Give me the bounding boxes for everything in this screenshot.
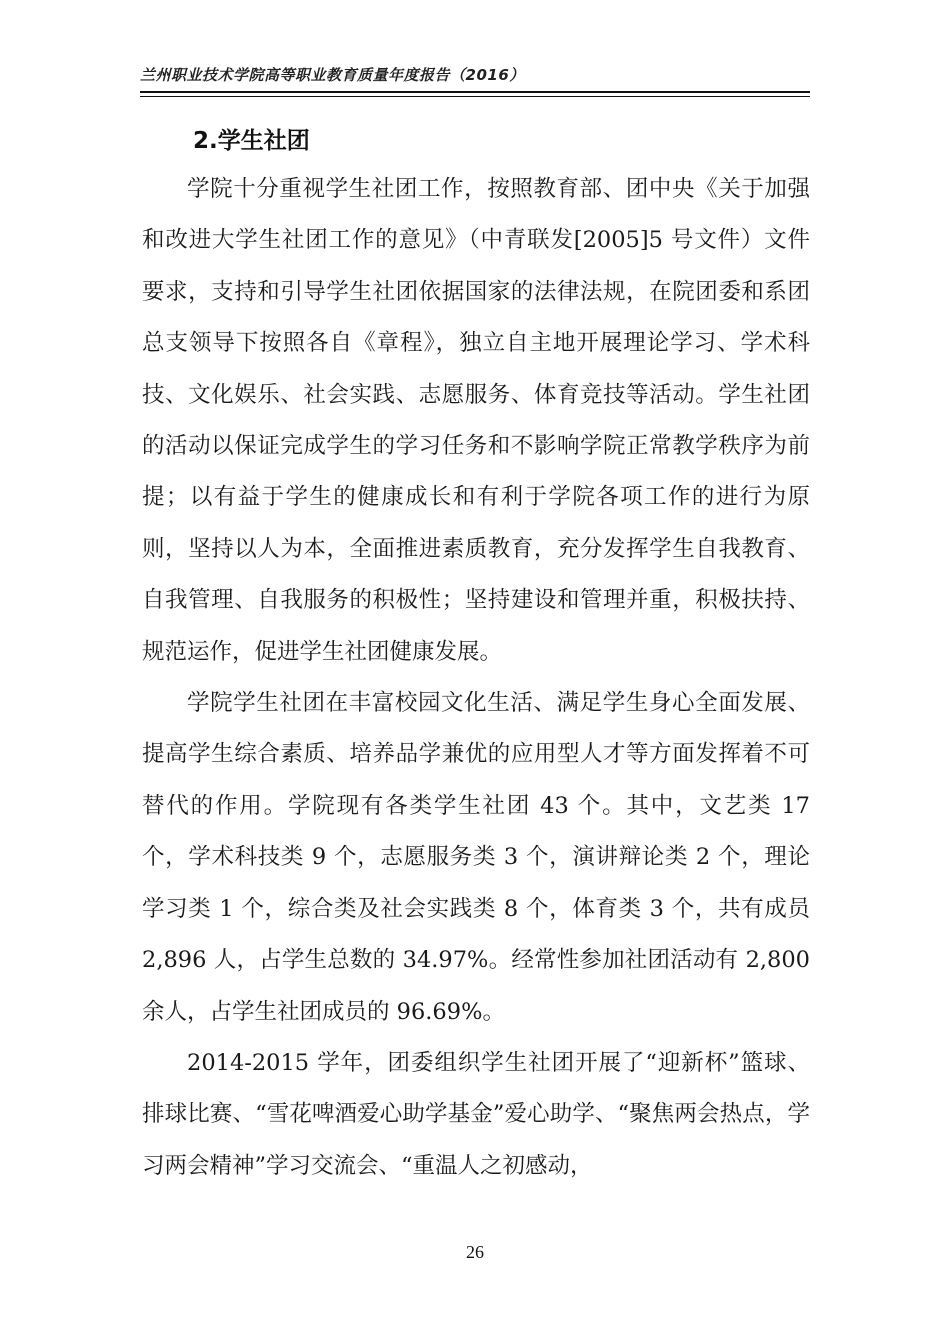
header-rule-thick [140,91,810,93]
section-title: 2.学生社团 [193,128,310,154]
paragraph-student-clubs-statistics: 学院学生社团在丰富校园文化生活、满足学生身心全面发展、提高学生综合素质、培养品学兼优的应用型人才等方面发挥着不可替代的作用。学院现有各类学生社团 43 个。其中，文艺类 17 个，学术科技类 9 个，志愿服务类 3 个，演讲辩论类 2 个，理论学习类 1 个，综合类及社会实践类 8 个，体育类 3 个，共有成员 2,896 人，占学生总数的 34.97%。经常性参加社团活动有 2,800 余人，占学生社团成员的 96.69%。 [142,690,810,1025]
header-rule-thin [140,96,810,97]
page-number: 26 [466,1242,484,1262]
paragraph-student-clubs-policy: 学院十分重视学生社团工作，按照教育部、团中央《关于加强和改进大学生社团工作的意见》（中青联发[2005]5 号文件）文件要求，支持和引导学生社团依据国家的法律法规，在院团委和系团总支领导下按照各自《章程》，独立自主地开展理论学习、学术科技、文化娱乐、社会实践、志愿服务、体育竞技等活动。学生社团的活动以保证完成学生的学习任务和不影响学院正常教学秩序为前提；以有益于学生的健康成长和有利于学院各项工作的进行为原则，坚持以人为本，全面推进素质教育，充分发挥学生自我教育、自我管理、自我服务的积极性；坚持建设和管理并重，积极扶持、规范运作，促进学生社团健康发展。 [142,176,810,665]
body-text [142,164,810,1192]
paragraph-student-clubs-activities: 2014-2015 学年，团委组织学生社团开展了“迎新杯”篮球、排球比赛、“雪花啤酒爱心助学基金”爱心助学、“聚焦两会热点，学习两会精神”学习交流会、“重温人之初感动， [142,1049,810,1179]
running-header: 兰州职业技术学院高等职业教育质量年度报告（2016） [140,66,525,84]
